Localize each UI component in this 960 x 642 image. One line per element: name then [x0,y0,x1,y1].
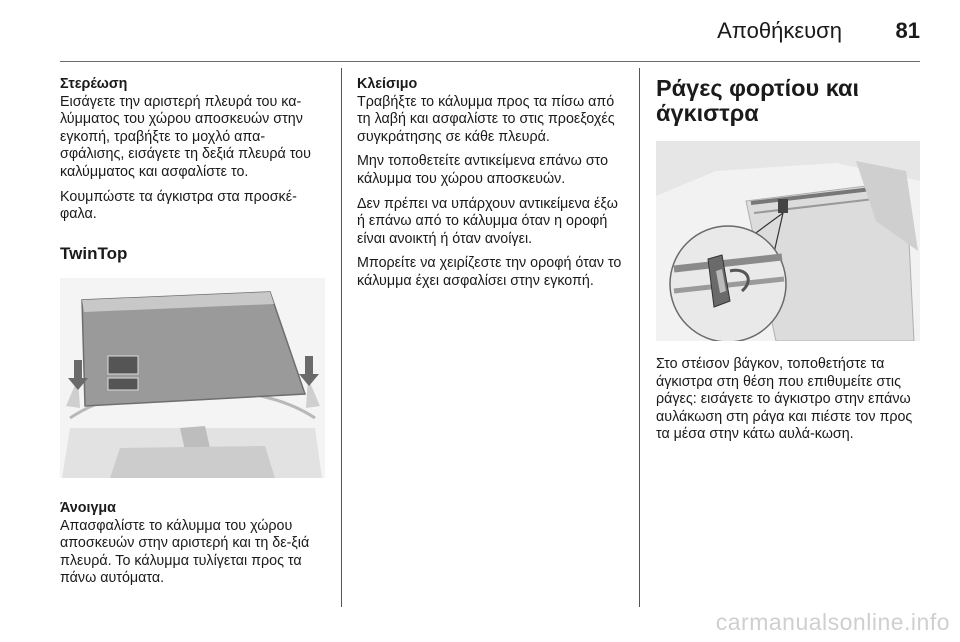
closing-text [357,94,627,291]
closing-paragraph-3: Δεν πρέπει να υπάρχουν αντικείμενα έξω ή επάνω από το κάλυμμα όταν η οροφή είναι ανοικτή ή όταν ανοίγει. [357,195,618,247]
heading-closing: Κλείσιμο [357,76,418,92]
heading-twintop: TwinTop [60,243,128,263]
header-title: Αποθήκευση [717,18,842,43]
load-rails-text [656,356,926,444]
twintop-cover-illustration [60,278,325,478]
header-rule [60,61,920,62]
fastening-paragraph-1: Εισάγετε την αριστερή πλευρά του κα-λύμματος του χώρου αποσκευών στην εγκοπή, τραβήξτε το μοχλό απα-σφάλισης, εισάγετε τη δεξιά πλευρά του καλύμματος και ασφαλίστε το. [60,93,311,180]
column-3 [656,74,926,126]
heading-opening: Άνοιγμα [60,500,116,516]
opening-paragraph-1: Απασφαλίστε το κάλυμμα του χώρου αποσκευών στην αριστερή και τη δε-ξιά πλευρά. Το κάλυμμα τυλίγεται προς τα πάνω αυτόματα. [60,517,310,587]
fastening-text [60,94,325,224]
opening-text [60,518,325,588]
load-rail-hook-illustration [656,141,920,341]
closing-paragraph-4: Μπορείτε να χειρίζεστε την οροφή όταν το κάλυμμα έχει ασφαλίσει στην εγκοπή. [357,255,622,289]
load-rail-drawing [656,141,920,341]
column-divider-1 [341,68,342,607]
column-2 [357,76,627,298]
twintop-cover-drawing [60,278,325,478]
load-rails-paragraph-1: Στο στέισον βάγκον, τοποθετήστε τα άγκιστρα στη θέση που επιθυμείτε στις ράγες: εισάγετε το άγκιστρο στην επάνω αυλάκωση στη ράγα και πιέστε τον προς τα μέσα στην κάτω αυλά-κωση. [656,356,913,443]
watermark: carmanualsonline.info [715,609,950,635]
heading-load-rails: Ράγες φορτίου και άγκιστρα [656,75,860,126]
column-3-lower [656,356,926,451]
closing-paragraph-1: Τραβήξτε το κάλυμμα προς τα πίσω από τη λαβή και ασφαλίστε το στις προεξοχές συγκράτησης σε κάθε πλευρά. [357,93,615,145]
closing-paragraph-2: Μην τοποθετείτε αντικείμενα επάνω στο κάλυμμα του χώρου αποσκευών. [357,153,609,187]
heading-fastening: Στερέωση [60,76,128,92]
column-divider-2 [639,68,640,607]
column-1 [60,76,325,264]
page-header [0,0,960,62]
fastening-paragraph-2: Κουμπώστε τα άγκιστρα στα προσκέ-φαλα. [60,188,297,223]
page-number: 81 [895,18,920,43]
column-1-lower [60,500,325,595]
